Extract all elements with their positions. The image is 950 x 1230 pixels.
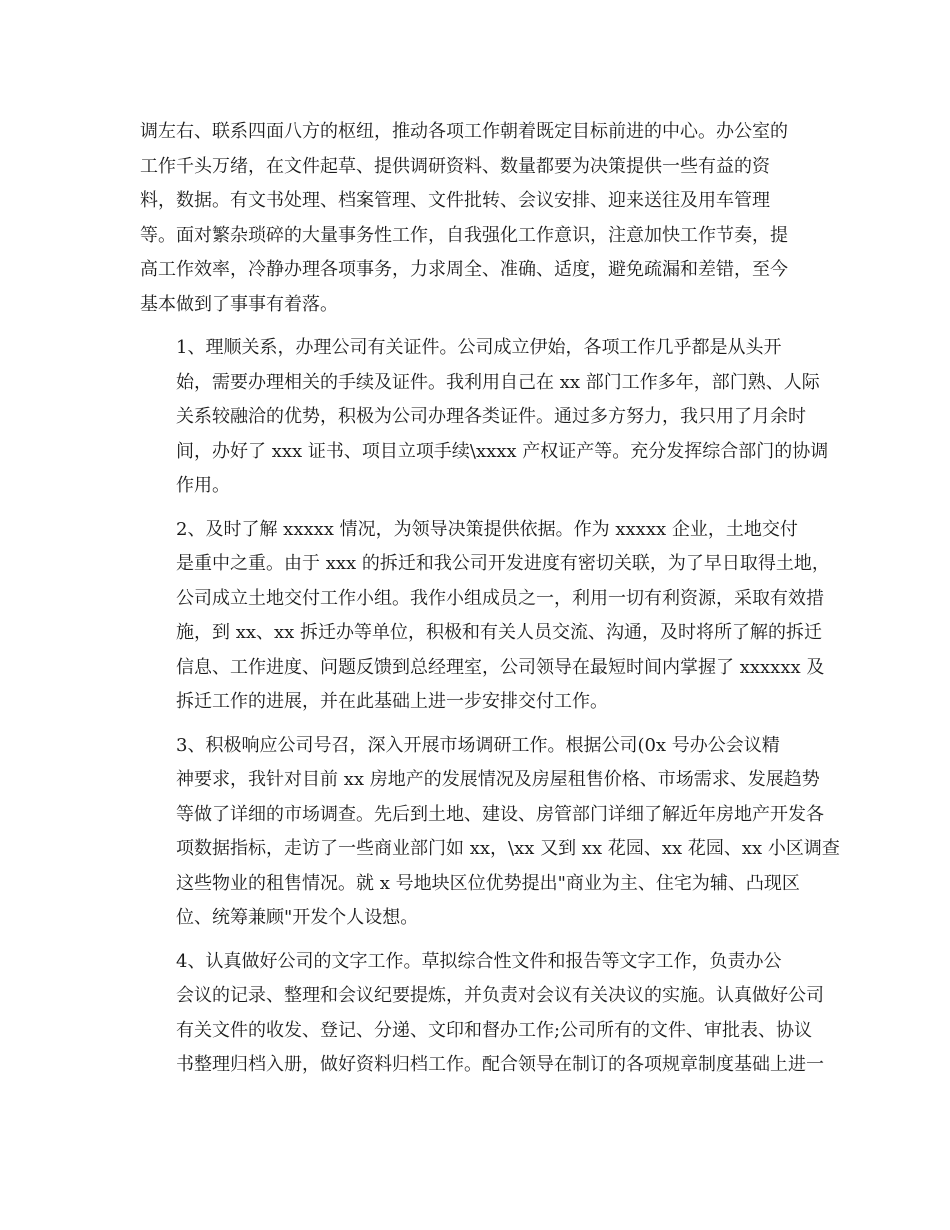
text-line: 信息、工作进度、问题反馈到总经理室，公司领导在最短时间内掌握了 xxxxxx 及 (176, 656, 825, 678)
document-body (140, 115, 840, 1092)
text-line: 位、统筹兼顾"开发个人设想。 (176, 907, 419, 928)
text-line: 拆迁工作的进展，并在此基础上进一步安排交付工作。 (176, 691, 608, 712)
text-line: 等。面对繁杂琐碎的大量事务性工作，自我强化工作意识，注意加快工作节奏，提 (140, 224, 788, 246)
text-line: 等做了详细的市场调查。先后到土地、建设、房管部门详细了解近年房地产开发各 (176, 803, 824, 825)
paragraph-2 (140, 331, 829, 504)
text-line: 书整理归档入册，做好资料归档工作。配合领导在制订的各项规章制度基础上进一 (176, 1054, 824, 1075)
text-line: 有关文件的收发、登记、分递、文印和督办工作;公司所有的文件、审批表、协议 (176, 1019, 813, 1041)
text-line: 这些物业的租售情况。就 x 号地块区位优势提出"商业为主、住宅为辅、凸现区 (176, 872, 800, 894)
paragraph-3 (140, 513, 830, 720)
text-line: 1、理顺关系，办理公司有关证件。公司成立伊始，各项工作几乎都是从头开 (176, 337, 782, 358)
text-line: 调左右、联系四面八方的枢纽，推动各项工作朝着既定目标前进的中心。办公室的 (140, 121, 788, 142)
text-line: 始，需要办理相关的手续及证件。我利用自己在 xx 部门工作多年，部门熟、人际 (176, 371, 820, 393)
text-line: 工作千头万绪，在文件起草、提供调研资料、数量都要为决策提供一些有益的资 (140, 155, 770, 177)
paragraph-5 (140, 945, 824, 1083)
text-line: 作用。 (176, 475, 230, 496)
text-line: 会议的记录、整理和会议纪要提炼，并负责对会议有关决议的实施。认真做好公司 (176, 985, 824, 1006)
text-line: 关系较融洽的优势，积极为公司办理各类证件。通过多方努力，我只用了月余时 (176, 406, 806, 427)
text-line: 2、及时了解 xxxxx 情况，为领导决策提供依据。作为 xxxxx 企业，土地交付 (176, 518, 798, 540)
text-line: 基本做到了事事有着落。 (140, 293, 338, 315)
text-line: 高工作效率，冷静办理各项事务，力求周全、准确、适度，避免疏漏和差错，至今 (140, 259, 788, 280)
text-line: 3、积极响应公司号召，深入开展市场调研工作。根据公司(0x 号办公会议精 (176, 734, 780, 756)
text-line: 项数据指标，走访了一些商业部门如 xx，\xx 又到 xx 花园、xx 花园、xx 小区调查 (176, 838, 840, 859)
paragraph-4 (140, 729, 840, 936)
text-line: 4、认真做好公司的文字工作。草拟综合性文件和报告等文字工作，负责办公 (176, 950, 782, 972)
text-line: 是重中之重。由于 xxx 的拆迁和我公司开发进度有密切关联，为了早日取得土地， (176, 553, 830, 574)
text-line: 间，办好了 xxx 证书、项目立项手续\xxxx 产权证产等。充分发挥综合部门的协调 (176, 440, 829, 462)
text-line: 公司成立土地交付工作小组。我作小组成员之一，利用一切有利资源，采取有效措 (176, 587, 824, 609)
text-line: 施，到 xx、xx 拆迁办等单位，积极和有关人员交流、沟通，及时将所了解的拆迁 (176, 622, 823, 643)
text-line: 神要求，我针对目前 xx 房地产的发展情况及房屋租售价格、市场需求、发展趋势 (176, 769, 820, 790)
paragraph-1 (140, 115, 812, 322)
text-line: 料，数据。有文书处理、档案管理、文件批转、会议安排、迎来送往及用车管理 (140, 190, 770, 211)
